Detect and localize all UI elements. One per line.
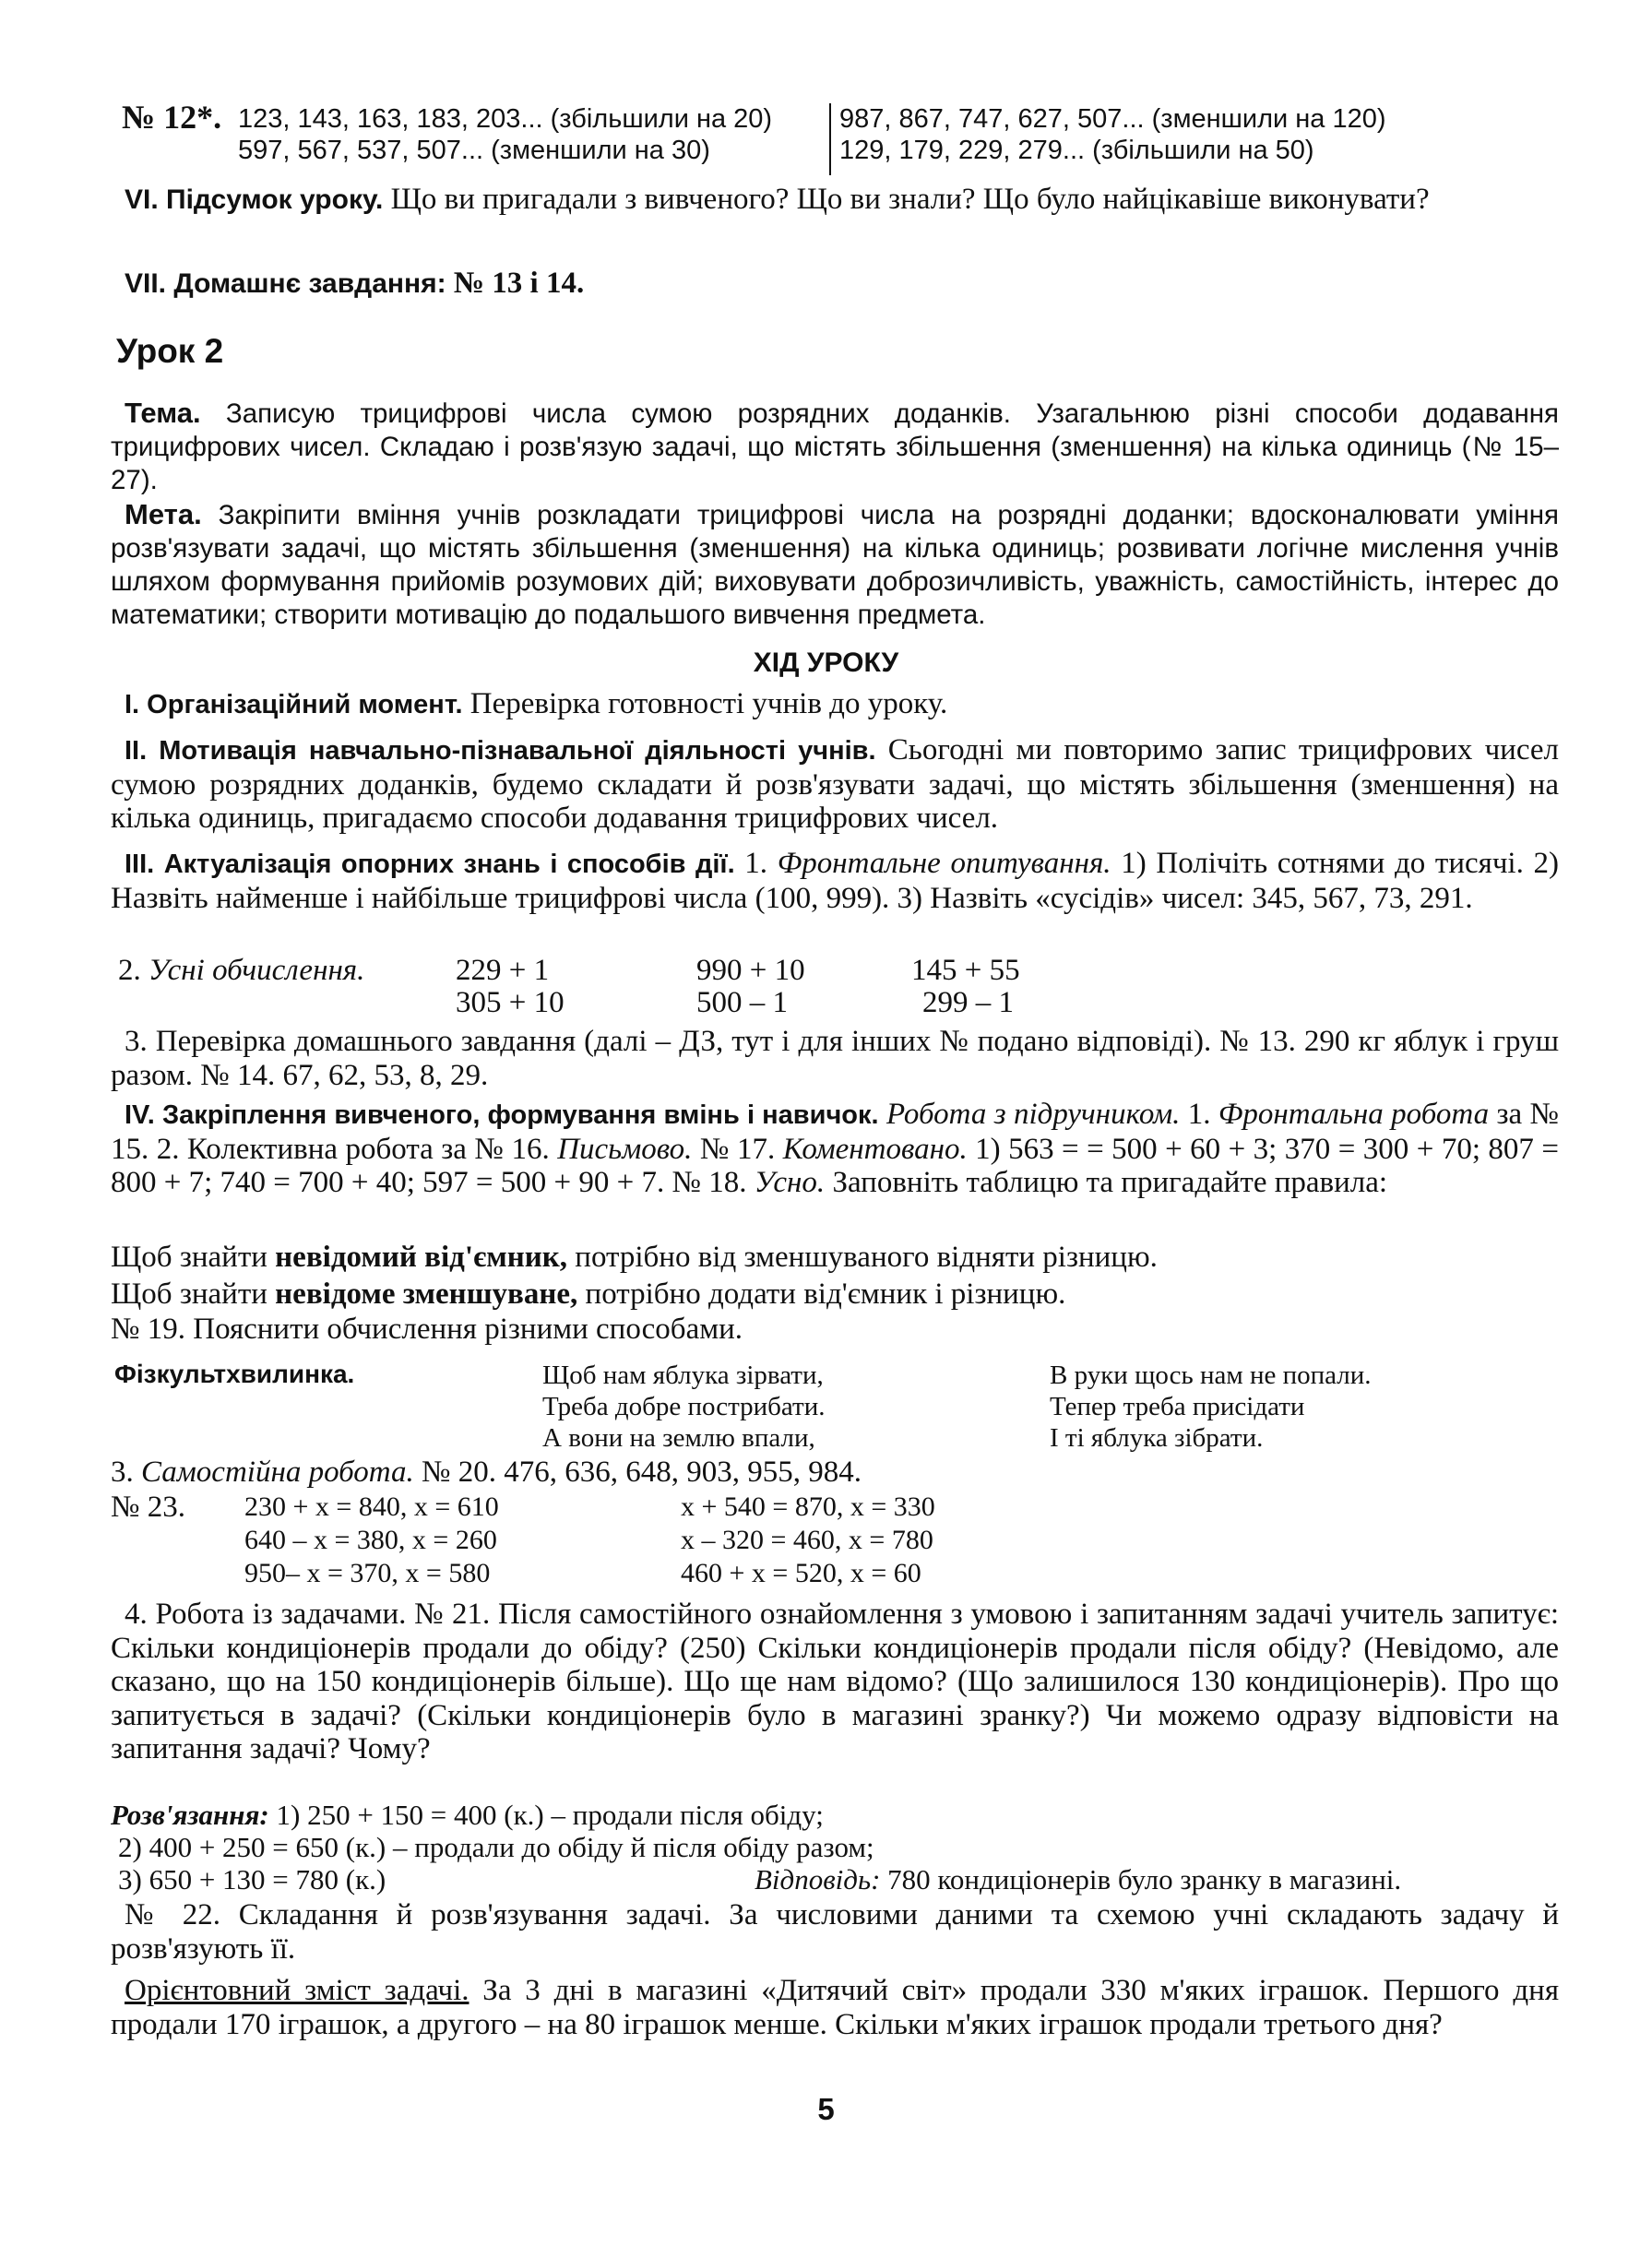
- oral-calc-3: 145 + 55: [911, 954, 1020, 987]
- rule-minuend: Щоб знайти невідоме зменшуване, потрібно додати від'ємник і різницю.: [111, 1277, 1066, 1311]
- poem-line: А вони на землю впали,: [542, 1423, 815, 1453]
- sample-problem: Орієнтовний зміст задачі. За 3 дні в магазині «Дитячий світ» продали 330 м'яких іграшок. Першого дня продали 170 іграшок, а другого – на 80 іграшок менше. Скільки м'яких іграшок продали третього дня?: [111, 1974, 1559, 2041]
- column-divider: [829, 103, 831, 175]
- problem-21: 4. Робота із задачами. № 21. Після самостійного ознайомлення з умовою і запитанням задачі учитель запитує: Скільки кондиціонерів продали до обіду? (250) Скільки кондиціонерів продали після обіду? (Невідомо, але сказано, що на 150 кондиціонерів більше). Що ще нам відомо? (Що залишилося 130 кондиціонерів). Про що запитується в задачі? (Скільки кондиціонерів було в магазині зранку?) Чи можемо одразу відповісти на запитання задачі? Чому?: [111, 1598, 1559, 1765]
- equation: x – 320 = 460, x = 780: [681, 1525, 933, 1555]
- solution-step-3: 3) 650 + 130 = 780 (к.): [118, 1863, 386, 1895]
- poem-column-1: [542, 1360, 825, 1454]
- section-4: IV. Закріплення вивченого, формування вмінь і навичок. Робота з підручником. 1. Фронтальна робота за № 15. 2. Колективна робота за № 16. Письмово. № 17. Коментовано. 1) 563 = = 500 + 60 + 3; 370 = 300 + 70; 807 = 800 + 7; 740 = 700 + 40; 597 = 500 + 90 + 7. № 18. Усно. Заповніть таблицю та пригадайте правила:: [111, 1098, 1559, 1199]
- problem-22: № 22. Складання й розв'язування задачі. За числовими даними та схемою учні складають задачу й розв'язують її.: [111, 1898, 1559, 1966]
- task-12-label: № 12*.: [122, 99, 222, 136]
- task-19: № 19. Пояснити обчислення різними способами.: [111, 1313, 743, 1346]
- poem-line: Тепер треба присідати: [1050, 1392, 1305, 1421]
- section-3: III. Актуалізація опорних знань і способів дії. 1. Фронтальне опитування. 1) Полічіть сотнями до тисячі. 2) Назвіть найменше і найбільше трицифрові числа (100, 999). 3) Назвіть «сусідів» чисел: 345, 567, 73, 291.: [111, 847, 1559, 915]
- oral-calc-5: 500 – 1: [696, 986, 788, 1019]
- task-23-right-column: [681, 1491, 935, 1590]
- oral-calc-6: 299 – 1: [922, 986, 1014, 1019]
- lesson-summary: VI. Підсумок уроку. Що ви пригадали з вивченого? Що ви знали? Що було найцікавіше виконувати?: [125, 183, 1430, 216]
- poem-column-2: [1050, 1360, 1372, 1454]
- task-12-right-row-2: 129, 179, 229, 279... (збільшили на 50): [839, 136, 1314, 165]
- task-12-left-row-1: 123, 143, 163, 183, 203... (збільшили на 20): [238, 104, 773, 134]
- oral-calc-1: 229 + 1: [456, 954, 550, 987]
- oral-calc-4: 305 + 10: [456, 986, 565, 1019]
- task-12-right-row-1: 987, 867, 747, 627, 507... (зменшили на 120): [839, 104, 1386, 134]
- equation: 230 + x = 840, x = 610: [244, 1491, 499, 1522]
- poem-line: В руки щось нам не попали.: [1050, 1361, 1372, 1390]
- homework-check: 3. Перевірка домашнього завдання (далі – ДЗ, тут і для інших № подано відповіді). № 13. 290 кг яблук і груш разом. № 14. 67, 62, 53, 8, 29.: [111, 1025, 1559, 1092]
- equation: 460 + x = 520, x = 60: [681, 1558, 921, 1588]
- independent-work: 3. Самостійна робота. № 20. 476, 636, 648, 903, 955, 984.: [111, 1456, 862, 1489]
- task-23-label: № 23.: [111, 1491, 185, 1524]
- poem-line: І ті яблука зібрати.: [1050, 1423, 1264, 1453]
- page-number: 5: [817, 2092, 835, 2126]
- lesson-2-title: Урок 2: [116, 332, 224, 370]
- equation: 950– x = 370, x = 580: [244, 1558, 491, 1588]
- solution-step-2: 2) 400 + 250 = 650 (к.) – продали до обіду й після обіду разом;: [118, 1831, 874, 1863]
- lesson-topic: Тема. Записую трицифрові числа сумою розрядних доданків. Узагальнюю різні способи додавання трицифрових чисел. Складаю і розв'язую задачі, що містять збільшення (зменшення) на кілька одиниць (№ 15–27).: [111, 397, 1559, 495]
- poem-line: Щоб нам яблука зірвати,: [542, 1361, 824, 1390]
- oral-calc-2: 990 + 10: [696, 954, 805, 987]
- section-2: II. Мотивація навчально-пізнавальної діяльності учнів. Сьогодні ми повторимо запис трицифрових чисел сумою розрядних доданків, будемо складати й розв'язувати задачі, що містять збільшення (зменшення) на кілька одиниць, пригадаємо способи додавання трицифрових чисел.: [111, 733, 1559, 835]
- task-23-left-column: [244, 1491, 499, 1590]
- lesson-goal: Мета. Закріпити вміння учнів розкладати трицифрові числа на розрядні доданки; вдосконалювати уміння розв'язувати задачі, що містять збільшення (зменшення) на кілька одиниць; розвивати логічне мислення учнів шляхом формування прийомів розумових дій; виховувати доброзичливість, уважність, самостійність, інтерес до математики; створити мотивацію до подальшого вивчення предмета.: [111, 498, 1559, 630]
- task-12-left-row-2: 597, 567, 537, 507... (зменшили на 30): [238, 136, 710, 165]
- homework: VII. Домашнє завдання: № 13 і 14.: [125, 267, 585, 300]
- solution-step-1: Розв'язання: 1) 250 + 150 = 400 (к.) – продали після обіду;: [111, 1799, 824, 1831]
- oral-calc-label: 2. Усні обчислення.: [118, 954, 365, 987]
- poem-line: Треба добре пострибати.: [542, 1392, 826, 1421]
- physical-break-label: Фізкультхвилинка.: [114, 1360, 355, 1388]
- rule-subtrahend: Щоб знайти невідомий від'ємник, потрібно від зменшуваного відняти різницю.: [111, 1241, 1158, 1274]
- equation: 640 – x = 380, x = 260: [244, 1525, 497, 1555]
- answer: Відповідь: 780 кондиціонерів було зранку в магазині.: [755, 1863, 1402, 1895]
- equation: x + 540 = 870, x = 330: [681, 1491, 935, 1522]
- section-1: I. Організаційний момент. Перевірка готовності учнів до уроку.: [125, 687, 948, 720]
- course-heading: ХІД УРОКУ: [753, 648, 899, 678]
